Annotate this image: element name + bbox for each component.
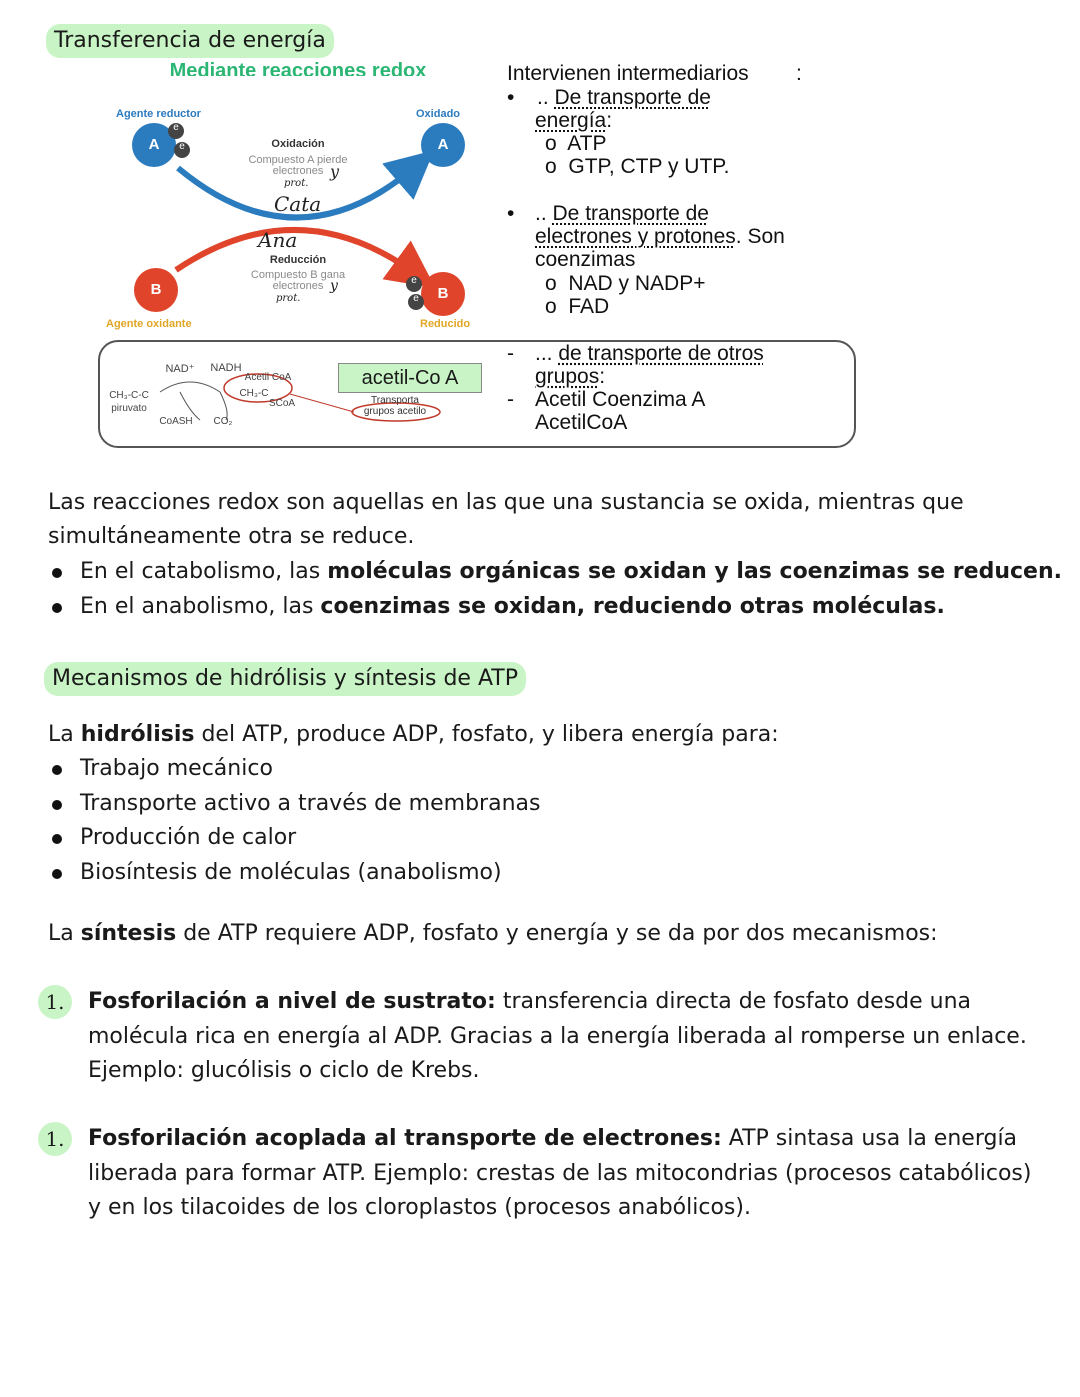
- handwritten-y: y: [330, 162, 340, 181]
- bullet-dot: •: [507, 202, 515, 225]
- other-heading-1: [535, 342, 764, 365]
- molecule-b-text-right: B: [437, 285, 449, 302]
- energy-item: o ATP: [545, 132, 607, 155]
- electron-prefix: ..: [535, 202, 553, 225]
- molecule-a-text: A: [148, 136, 160, 153]
- piruvato-label: piruvato: [111, 403, 147, 414]
- acetyl-diagram: [100, 350, 500, 440]
- ch3-label: CH₃-C: [239, 388, 269, 399]
- oxidation-desc-2: electrones: [272, 165, 324, 177]
- electron-heading-2: [535, 225, 785, 248]
- hydrolysis-bullets: [48, 752, 540, 890]
- other-heading-2: grupos:: [535, 365, 606, 388]
- electron-label: e: [411, 275, 417, 286]
- electron-heading-1: [535, 202, 709, 225]
- reducing-agent-label: Agente reductor: [116, 108, 201, 120]
- reduction-desc-2: electrones: [272, 280, 324, 292]
- scoa-label: SCoA: [268, 398, 296, 409]
- electron-item: o NAD y NADP+: [545, 272, 706, 295]
- handwritten-prot: prot.: [284, 178, 309, 189]
- synthesis-intro: La síntesis de ATP requiere ADP, fosfato y energía y se da por dos mecanismos:: [48, 921, 938, 946]
- hydrolysis-intro: La hidrólisis del ATP, produce ADP, fosfato, y libera energía para:: [48, 722, 779, 747]
- co2-label: CO₂: [213, 416, 233, 427]
- molecule-a-text-right: A: [437, 136, 449, 153]
- redox-bullets: [48, 555, 1062, 624]
- nadh-label: NADH: [210, 362, 242, 374]
- list-item: En el anabolismo, las coenzimas se oxidan, reduciendo otras moléculas.: [48, 590, 1062, 625]
- energy-item: o GTP, CTP y UTP.: [545, 155, 730, 178]
- intermediaries-colon: :: [796, 62, 802, 85]
- oxidation-title: Oxidación: [271, 138, 325, 150]
- oxidized-label: Oxidado: [416, 108, 461, 120]
- nad-label: NAD⁺: [165, 363, 195, 375]
- energy-heading-2: energía:: [535, 109, 613, 132]
- coash-label: CoASH: [159, 416, 193, 427]
- other-item-1: Acetil Coenzima A: [535, 388, 706, 411]
- intermediaries-title: Intervienen intermediarios: [507, 62, 749, 82]
- electron-item: o FAD: [545, 295, 610, 318]
- electron-label: e: [179, 141, 185, 152]
- ch3-left-label: CH₃-C-C: [109, 390, 149, 401]
- other-heading-text: de transporte de otros: [558, 342, 764, 365]
- mechanism-electron-transport: Fosforilación acoplada al transporte de electrones: ATP sintasa usa la energía liberada para formar ATP. Ejemplo: crestas de las mitocondrias (procesos catabólicos) y en los tilacoides de los cloroplastos (procesos anabólicos).: [88, 1126, 1032, 1220]
- list-item: Transporte activo a través de membranas: [48, 787, 540, 822]
- mechanism-substrate: Fosforilación a nivel de sustrato: transferencia directa de fosfato desde una molécula rica en energía al ADP. Gracias a la energía liberada al romperse un enlace. Ejemplo: glucólisis o ciclo de Krebs.: [88, 989, 1027, 1083]
- redox-intro: Las reacciones redox son aquellas en las que una sustancia se oxida, mientras que simultáneamente otra se reduce.: [48, 490, 964, 549]
- section-heading-transfer: Transferencia de energía: [46, 24, 334, 58]
- diagram-title: Mediante reacciones redox: [169, 60, 427, 76]
- energy-heading-text: De transporte de: [554, 86, 711, 109]
- reduction-title: Reducción: [269, 254, 327, 266]
- electron-heading-text: De transporte de: [552, 202, 709, 225]
- transporta-label: Transporta: [371, 395, 419, 406]
- oxidation-desc-1: Compuesto A pierde: [248, 154, 348, 166]
- other-item-2: AcetilCoA: [535, 411, 628, 434]
- mechanism-number: 1.: [38, 985, 72, 1019]
- electron-tail-2: coenzimas: [535, 248, 636, 271]
- mechanism-number: 1.: [38, 1122, 72, 1156]
- handwritten-y: y: [330, 278, 338, 294]
- grupos-acetilo-label: grupos acetilo: [363, 406, 427, 417]
- energy-prefix: ..: [537, 86, 555, 109]
- reduced-label: Reducido: [420, 318, 471, 330]
- molecule-b-text: B: [150, 281, 162, 298]
- acetilcoa-small-label: Acetil CoA: [244, 372, 292, 383]
- electron-label: e: [173, 122, 179, 133]
- section-heading-mechanisms: Mecanismos de hidrólisis y síntesis de ATP: [44, 662, 526, 696]
- energy-heading-1: [537, 86, 711, 109]
- oxidizing-agent-label: Agente oxidante: [106, 318, 192, 330]
- other-prefix: ...: [535, 342, 559, 365]
- energy-heading-text-2: energía: [535, 109, 607, 132]
- redox-diagram: [98, 58, 498, 338]
- dash: -: [507, 388, 514, 411]
- acetyl-coa-tag: acetil-Co A: [338, 363, 482, 393]
- electron-heading-text-2: electrones y protones: [535, 225, 736, 248]
- list-item: Producción de calor: [48, 821, 540, 856]
- reduction-desc-1: Compuesto B gana: [250, 269, 346, 281]
- list-item: Biosíntesis de moléculas (anabolismo): [48, 856, 540, 891]
- handwritten-prot: prot.: [276, 293, 301, 304]
- list-item: Trabajo mecánico: [48, 752, 540, 787]
- handwritten-ana: Ana: [258, 228, 298, 252]
- bullet-dot: •: [507, 86, 515, 109]
- list-item: En el catabolismo, las moléculas orgánicas se oxidan y las coenzimas se reducen.: [48, 555, 1062, 590]
- electron-label: e: [413, 293, 419, 304]
- other-heading-text-2: grupos: [535, 365, 600, 388]
- electron-tail: . Son: [735, 225, 785, 248]
- dash: -: [507, 342, 514, 365]
- handwritten-cata: Cata: [274, 192, 322, 216]
